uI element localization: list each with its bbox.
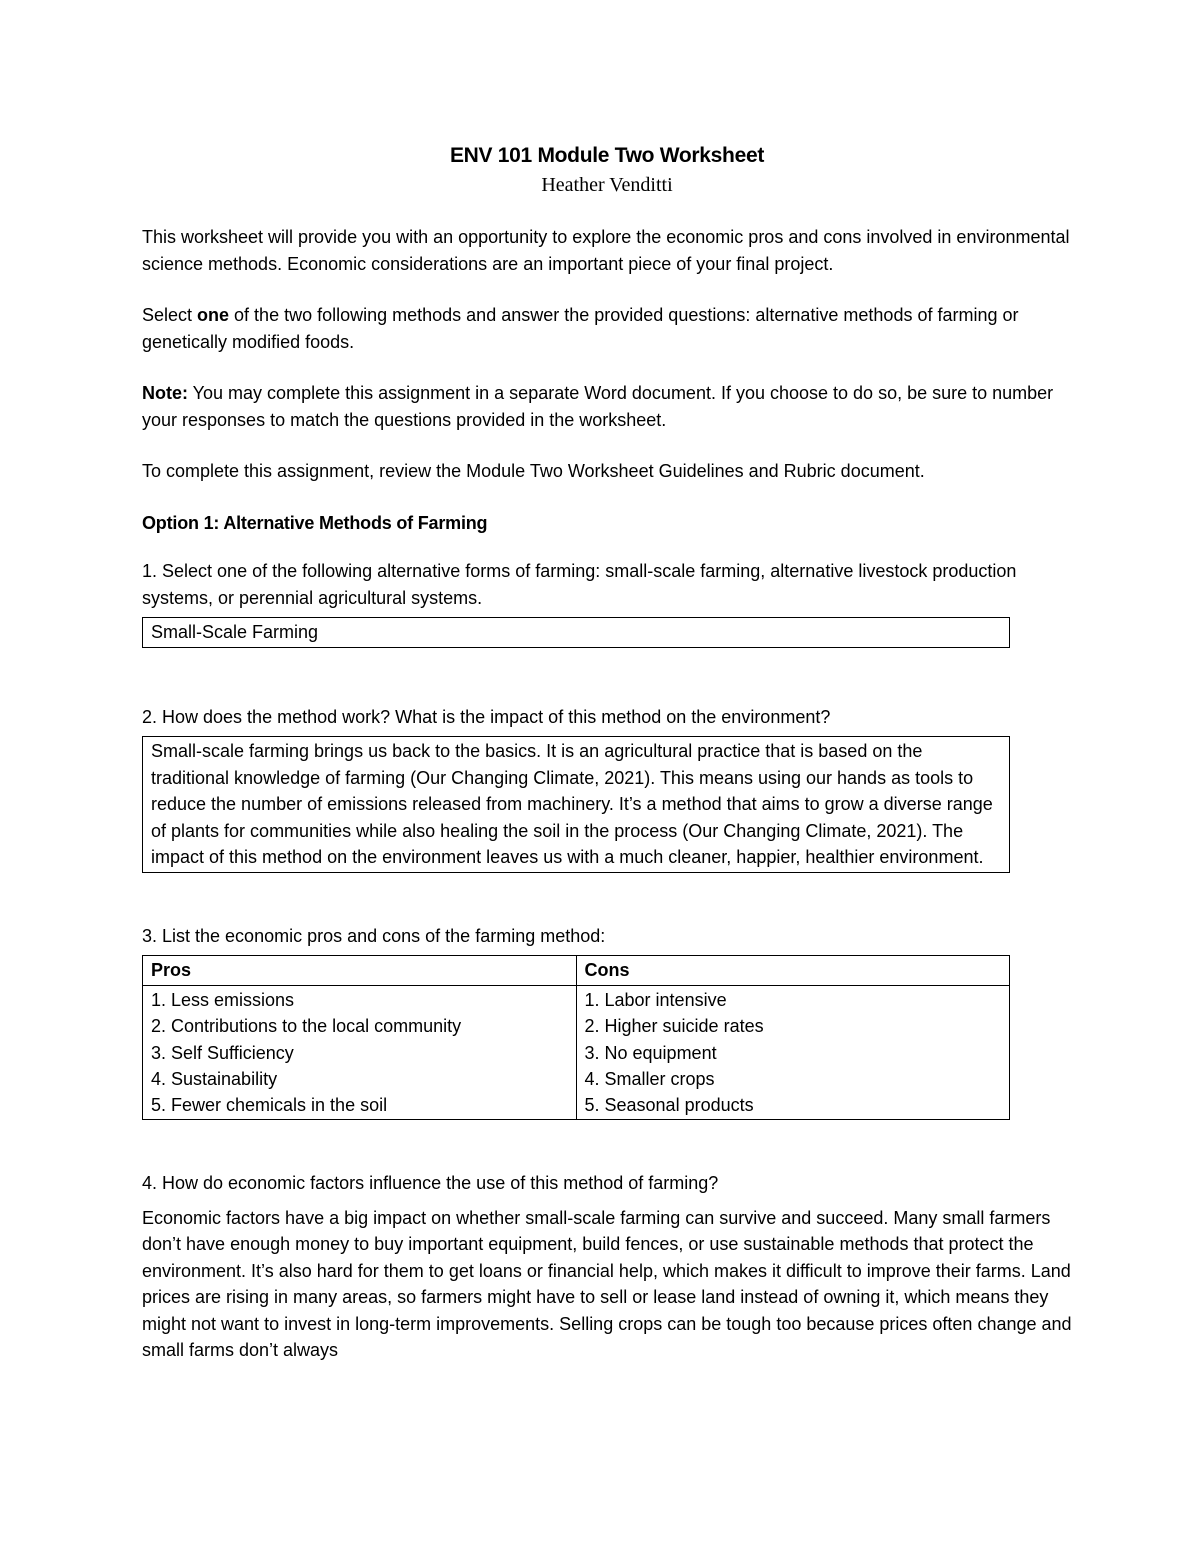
answer-1-box[interactable]: Small-Scale Farming — [142, 617, 1010, 648]
document-body — [142, 142, 1072, 1364]
cons-item: 5. Seasonal products — [584, 1095, 754, 1116]
pros-item: 5. Fewer chemicals in the soil — [151, 1095, 388, 1116]
option1-heading: Option 1: Alternative Methods of Farming — [142, 512, 488, 533]
document-author: Heather Venditti — [541, 174, 673, 196]
pros-cell[interactable] — [143, 986, 577, 1120]
question-1: 1. Select one of the following alternative forms of farming: small-scale farming, alternative livestock production systems, or perennial agricultural systems. — [142, 561, 1017, 608]
cons-cell[interactable] — [576, 986, 1010, 1120]
cons-item: 2. Higher suicide rates — [584, 1016, 764, 1037]
note-paragraph — [142, 380, 1072, 433]
pros-item: 3. Self Sufficiency — [151, 1042, 294, 1063]
answer-2-box[interactable]: Small-scale farming brings us back to the basics. It is an agricultural practice that is based on the traditional knowledge of farming (Our Changing Climate, 2021). This means using our hands as tools to reduce the number of emissions released from machinery. It’s a method that aims to grow a diverse range of plants for communities while also healing the soil in the process (Our Changing Climate, 2021). The impact of this method on the environment leaves us with a much cleaner, happier, healthier environment. — [142, 736, 1010, 873]
pros-cons-table — [142, 955, 1010, 1120]
cons-item: 4. Smaller crops — [584, 1068, 715, 1089]
pros-item: 1. Less emissions — [151, 990, 295, 1010]
cons-header: Cons — [576, 956, 1010, 986]
answer-4-text: Economic factors have a big impact on whether small-scale farming can survive and succeed. Many small farmers don’t have enough money to buy important equipment, build fences, or use sustainable methods that protect the environment. It’s also hard for them to get loans or financial help, which makes it difficult to improve their farms. Land prices are rising in many areas, so farmers might have to sell or lease land instead of owning it, which means they might not want to invest in long-term improvements. Selling crops can be tough too because prices often change and small farms don’t always — [142, 1207, 1072, 1361]
cons-item: 3. No equipment — [584, 1042, 717, 1063]
intro-paragraph: This worksheet will provide you with an opportunity to explore the economic pros and cons involved in environmental science methods. Economic considerations are an important piece of your final project. — [142, 227, 1070, 274]
question-3: 3. List the economic pros and cons of the farming method: — [142, 925, 606, 946]
question-4: 4. How do economic factors influence the use of this method of farming? — [142, 1173, 719, 1194]
select-paragraph — [142, 302, 1072, 355]
select-bold-word: one — [197, 305, 230, 325]
cons-item: 1. Labor intensive — [584, 990, 727, 1010]
complete-paragraph: To complete this assignment, review the Module Two Worksheet Guidelines and Rubric document. — [142, 461, 925, 481]
pros-header: Pros — [143, 956, 577, 986]
pros-item: 4. Sustainability — [151, 1068, 278, 1089]
document-title: ENV 101 Module Two Worksheet — [449, 144, 765, 167]
select-prefix: Select — [142, 305, 198, 325]
table-header-row — [143, 956, 1010, 986]
question-2: 2. How does the method work? What is the impact of this method on the environment? — [142, 706, 831, 727]
select-suffix: of the two following methods and answer the provided questions: alternative methods of farming or genetically modified foods. — [142, 305, 1019, 352]
note-label: Note: — [142, 383, 188, 403]
table-row — [143, 986, 1010, 1120]
pros-item: 2. Contributions to the local community — [151, 1016, 462, 1037]
note-text: You may complete this assignment in a separate Word document. If you choose to do so, be sure to number your responses to match the questions provided in the worksheet. — [142, 383, 1054, 430]
